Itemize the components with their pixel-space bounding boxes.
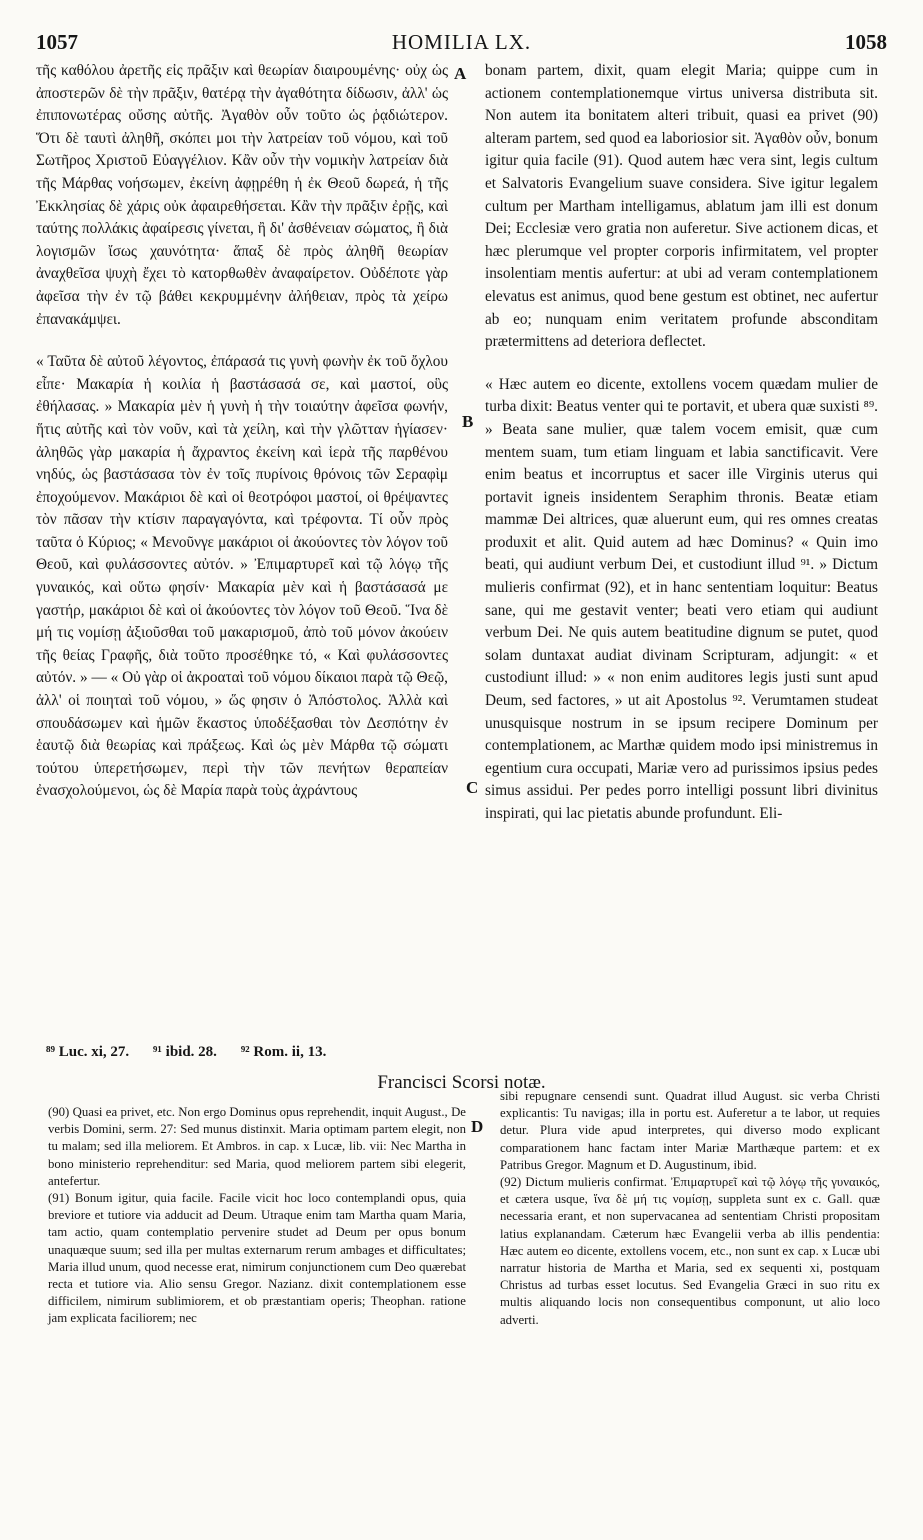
footnote: ⁹¹ ibid. 28. (152, 1044, 217, 1060)
page-number-left: 1057 (36, 30, 78, 54)
margin-letter: B (462, 412, 474, 431)
note-90: (90) Quasi ea privet, etc. Non ergo Dominus opus reprehendit, inquit August., De verbis Domini, serm. 27: Sed munus distinxit. Maria optimam partem elegit, non tu malam; sed illa meliorem. Et Ambros. in cap. x Lucæ, lib. vii: Nec Martha in bono ministerio reprehenditur: sed Maria, quod meliorem partem sibi elegerit, antefertur. (48, 1105, 466, 1188)
greek-column (36, 60, 448, 803)
footnote: ⁹² Rom. ii, 13. (240, 1044, 327, 1060)
notes-column-left (48, 1104, 466, 1328)
greek-paragraph: τῆς καθόλου ἀρετῆς εἰς πρᾶξιν καὶ θεωρίαν διαιρουμένης· οὐχ ὡς ἀποστερῶν δὲ τὴν πρᾶξιν, θατέρᾳ τὴν ἀγαθότητα δίδωσιν, ἀλλ' ὡς ἐπιπονωτέρας οὔσης αὐτῆς. Ἀγαθὸν οὖν τοῦτο ὡς ῥᾳδιώτερον. Ὅτι δὲ ταυτὶ ἀληθῆ, σκόπει μοι τὴν λατρείαν τοῦ νόμου, καὶ τοῦ Σωτῆρος Χριστοῦ Εὐαγγέλιον. Κἂν οὖν τὴν νομικὴν λατρείαν διὰ τῆς Μάρθας νοήσωμεν, ἐκείνη ἀφῃρέθη ἡ ἐκ Θεοῦ δωρεά, ἡ τῆς Ἐκκλησίας δὲ χάρις οὐκ ἀφαιρεθήσεται. Κἂν τὴν πρᾶξιν ἐρῇς, καὶ ταύτης πολλάκις ἀφαίρεσις γίνεται, ἢ δι' ἀσθένειαν σώματος, ἢ διὰ λογισμῶν ἴσως χαυνότητα· ἅπαξ δὲ πρὸς ἀληθῆ θεωρίαν ἀναχθεῖσα ψυχὴ ἔχει τὸ κατορθωθὲν ἀναφαίρετον. Οὐδέποτε γὰρ ἀφεῖσα τὴν ἐν τῷ βάθει κεκρυμμένην ἀλήθειαν, πρὸς τὰ χείρω ἐπανακάμψει. (36, 62, 448, 328)
scripture-footnotes (46, 1044, 346, 1061)
note-92: (92) Dictum mulieris confirmat. Ἐπιμαρτυρεῖ καὶ τῷ λόγῳ τῆς γυναικός, et cætera usque, ἵνα δὲ μή τις νομίσῃ, suppleta sunt ex c. Gall. quæ necessaria erant, et non supervacanea ad sententiam Christi propositam latius explanandam. Cæterum hæc Evangelii verba ab illis pendentia: Hæc autem eo dicente, extollens vocem, etc., non sunt ex cap. x Lucæ ubi narratur historia de Martha et Maria, sed ex sequenti xi, postquam Christus ad turbas esset locutus. Sed Evangelia Græci in suo ritu ex multis aliquando locis non consequentibus componunt, ut alio loco adverti. (500, 1175, 880, 1327)
footnote: ⁸⁹ Luc. xi, 27. (46, 1044, 130, 1060)
page-header (36, 30, 887, 60)
note-91-continued: sibi repugnare censendi sunt. Quadrat illud August. sic verba Christi explicantis: Tu navigas; illa in portu est. Auferetur a te labor, ut requies detur. Plura vide apud interpretes, qui diverso modo explicant comparationem hanc factam inter Mariæ Marthæque partem: et ex Patribus Gregor. Magnum et D. Augustinum, ibid. (500, 1089, 880, 1172)
page-number-right: 1058 (845, 30, 887, 54)
latin-column (485, 60, 878, 826)
greek-paragraph: « Ταῦτα δὲ αὐτοῦ λέγοντος, ἐπάρασά τις γυνὴ φωνὴν ἐκ τοῦ ὄχλου εἶπε· Μακαρία ἡ κοιλία ἡ βαστάσασά σε, καὶ μαστοί, οὓς ἐθήλασας. » Μακαρία μὲν ἡ γυνὴ ἡ τὴν τοιαύτην ἀφεῖσα φωνήν, ἥτις αὐτῆς καὶ τὸν νοῦν, καὶ τὰ χείλη, καὶ τὴν γλῶτταν ἡγίασεν· ἀληθῶς γὰρ μακαρία ἡ ἄχραντος ἐκείνη καὶ ἱερὰ τῆς παρθένου νηδύς, ὡς βαστάσασα τὸν ἐν τοῖς πυρίνοις θρόνοις τῶν Σεραφὶμ ἐποχούμενον. Μακάριοι δὲ καὶ οἱ θεοτρόφοι μαστοί, οἱ θρέψαντες τὸν πᾶσαν τὴν κτίσιν παραγαγόντα, καὶ τρέφοντα. Τί οὖν πρὸς ταῦτα ὁ Κύριος; « Μενοῦνγε μακάριοι οἱ ἀκούοντες τὸν λόγον τοῦ Θεοῦ, καὶ φυλάσσοντες αὐτόν. » Ἐπιμαρτυρεῖ καὶ τῷ λόγῳ τῆς γυναικός, καὶ οὕτω φησίν· Μακαρία μὲν καὶ ἡ βαστάσασά με γαστήρ, μακάριοι δὲ καὶ οἱ ἀκούοντες τὸν λόγον τοῦ Θεοῦ. Ἵνα δὲ μή τις νομίσῃ ἀξιοῦσθαι τοῦ μακαρισμοῦ, ἀπὸ τοῦ μόνον ἀκούειν τῆς θείας Γραφῆς, διὰ τοῦτο προσέθηκε τό, « Καὶ φυλάσσοντες αὐτόν. » — « Οὐ γὰρ οἱ ἀκροαταὶ τοῦ νόμου δίκαιοι παρὰ τῷ Θεῷ, ἀλλ' οἱ ποιηταὶ τοῦ νόμου, » ὥς φησιν ὁ Ἀπόστολος. Ἀλλὰ καὶ σπουδάσωμεν καὶ ἡμῶν ἕκαστος ὑποδέξασθαι τὸν Δεσπότην ἐν ἑαυτῷ διὰ θεωρίας καὶ πράξεως. Καὶ ὡς μὲν Μάρθα τῷ σώματι τούτου ὑπερετήσωμεν, περὶ τὴν τῶν πενήτων θεραπείαν ἐνασχολούμενοι, ὡς δὲ Μαρία παρὰ τοὺς ἀχράντους (36, 353, 448, 800)
latin-paragraph: bonam partem, dixit, quam elegit Maria; quippe cum in actionem contemplationemque virtus universa distributa sit. Non autem ita bonitatem alteri tribuit, quasi ea privet (90) alteram partem, sed quod ea laboriosior sit. Ἀγαθὸν οὖν, bonum igitur quia facile (91). Quod autem hæc vera sint, legis cultum et Salvatoris Evangelium suave considera. Sive igitur legalem cultum per Martham intelligamus, ablatum jam illi est donum Dei; Ecclesiæ vero gratia non auferetur. Sive actionem dicas, et hæc plerumque vel propter corporis infirmitatem, vel propter insolentiam mentis aufertur: at ubi ad veram contemplationem elevatus est animus, quod bene gestum est obtinet, nec aufertur ab eo; nunquam enim veritatem profunde absconditam prætermittens ad deteriora deflectet. (485, 62, 878, 351)
note-91: (91) Bonum igitur, quia facile. Facile vicit hoc loco contemplandi opus, quia breviore et tutiore via adducit ad Deum. Utraque enim tam Martha quam Maria, tam actio, quam contemplatio pervenire studet ad Deum per opus bonum unaquæque suum; sed illa per multas externarum rerum ambages et difficultates; Maria illud unum, quod necesse erat, nimirum conjunctionem cum Deo quærebat recta et tutiore via. Alio sensu Gregor. Nazianz. dixit contemplationem esse difficilem, nimirum sublimiorem, et ob præstantiam operis; Theophan. ratione jam explicata faciliorem; nec (48, 1191, 466, 1326)
running-title: HOMILIA LX. (391, 30, 532, 54)
margin-letter: C (466, 778, 479, 797)
notes-title: Francisci Scorsi notæ. (377, 1072, 546, 1093)
margin-letter: D (471, 1117, 484, 1136)
latin-paragraph: « Hæc autem eo dicente, extollens vocem quædam mulier de turba dixit: Beatus venter qui te portavit, et ubera quæ suxisti ⁸⁹. » Beata sane mulier, quæ talem vocem emisit, quæ cum mentem suam, tum etiam linguam et labia sanctificavit. Vere enim beatus et incorruptus et sacer ille Virginis uterus qui portavit igneis insidentem Seraphim thronis. Beatæ etiam mammæ Dei altrices, quæ aluerunt eum, qui res omnes creatas produxit et alit. Quid autem ad hæc Dominus? « Quin imo beati, qui audiunt verbum Dei, et custodiunt illud ⁹¹. » Dictum mulieris confirmat (92), et in hanc sententiam loquitur: Beatus sane, qui me gestavit venter; beati vero etiam qui audiunt verbum Dei. Ne quis autem beatitudine dignum se putet, quod solam duntaxat audiat divinam Scripturam, adjungit: « et custodiunt illud: » « non enim auditores legis justi sunt apud Deum, sed factores, » ut ait Apostolus ⁹². Verumtamen studeat unusquisque nostrum in se ipsum recipere Dominum per contemplationem, ac Marthæ quidem modo ipsi ministremus in egentium cura occupati, Mariæ vero ad purissimos ipsius pedes simus assidui. Per pedes porro intelligi possunt libri divinitus inspirati, qui lac pietatis abunde profundunt. Eli- (485, 375, 878, 822)
margin-letter: A (454, 64, 467, 83)
notes-column-right (500, 1088, 880, 1329)
